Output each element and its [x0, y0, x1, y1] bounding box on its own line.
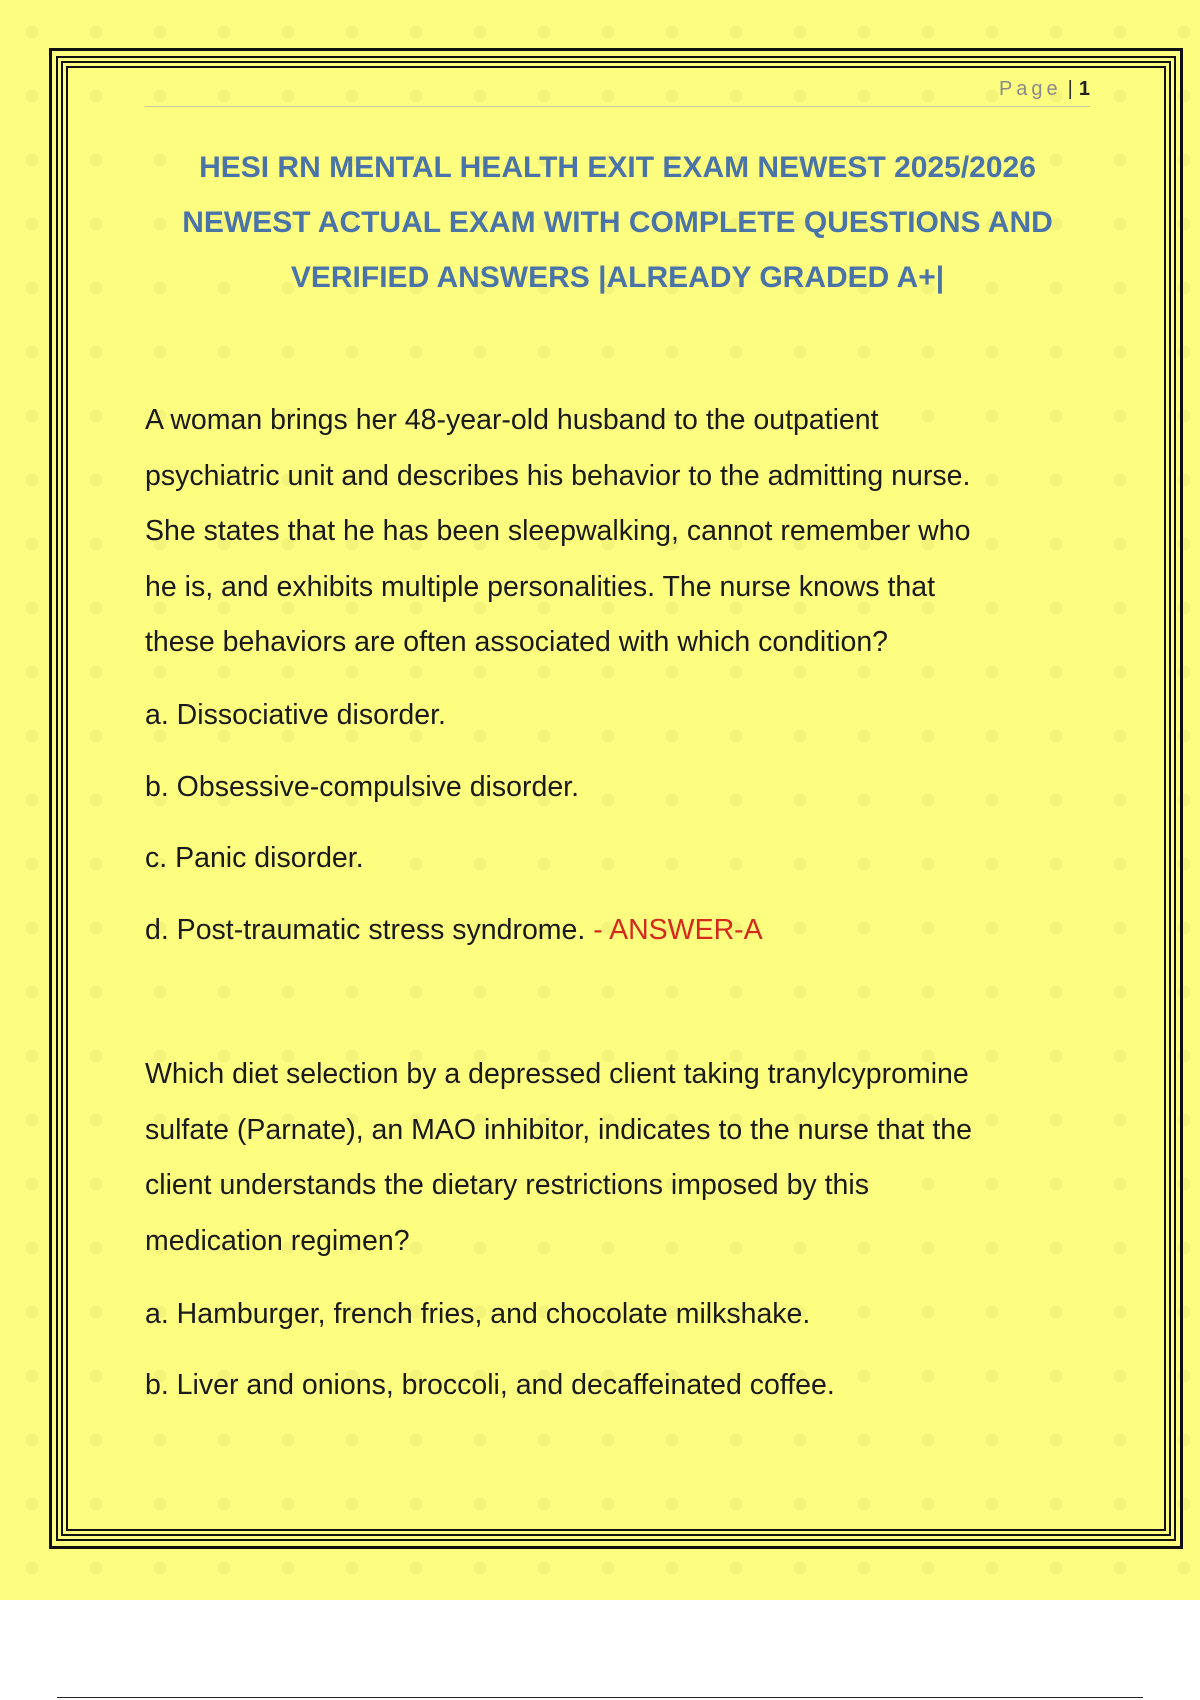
question-1-option-d-wrap	[145, 912, 1100, 948]
option-d-text: d. Post-traumatic stress syndrome.	[145, 914, 586, 946]
question-line: client understands the dietary restrictions imposed by this	[145, 1169, 869, 1201]
question-1-option-c-wrap	[145, 840, 1100, 876]
question-line: these behaviors are often associated with which condition?	[145, 626, 889, 658]
page-separator: |	[1067, 78, 1073, 100]
question-line: She states that he has been sleepwalking, cannot remember who	[145, 515, 971, 547]
question-1-option-b-wrap	[145, 769, 1100, 805]
document-title	[130, 140, 1105, 305]
option-a: a. Hamburger, french fries, and chocolate milkshake.	[145, 1298, 811, 1330]
option-b: b. Obsessive-compulsive disorder.	[145, 771, 580, 803]
page-header	[145, 72, 1090, 107]
question-line: medication regimen?	[145, 1224, 410, 1257]
answer-label: - ANSWER-A	[593, 914, 763, 946]
question-1-options	[145, 697, 1100, 733]
title-line: NEWEST ACTUAL EXAM WITH COMPLETE QUESTIONS AND	[182, 206, 1053, 239]
page-label: Page	[998, 78, 1062, 100]
question-2-option-b-wrap	[145, 1367, 1100, 1403]
option-c: c. Panic disorder.	[145, 842, 364, 874]
question-line: psychiatric unit and describes his behavior to the admitting nurse.	[145, 459, 971, 492]
question-2	[145, 1047, 1100, 1269]
question-line: Which diet selection by a depressed client taking tranylcypromine	[145, 1058, 969, 1090]
page-number: 1	[1078, 78, 1090, 100]
option-a: a. Dissociative disorder.	[145, 699, 446, 731]
footer-rule	[57, 1697, 1143, 1698]
question-2-stem	[145, 1047, 1100, 1269]
option-d	[145, 912, 1100, 948]
question-1-stem	[145, 393, 1100, 671]
option-b: b. Liver and onions, broccoli, and decaffeinated coffee.	[145, 1369, 835, 1401]
question-line: A woman brings her 48-year-old husband to the outpatient	[145, 404, 879, 436]
question-2-option-a-wrap	[145, 1296, 1100, 1332]
title-line: VERIFIED ANSWERS |ALREADY GRADED A+|	[290, 261, 945, 294]
question-line: sulfate (Parnate), an MAO inhibitor, indicates to the nurse that the	[145, 1113, 972, 1146]
question-1	[145, 393, 1100, 671]
title-line: HESI RN MENTAL HEALTH EXIT EXAM NEWEST 2025/2026	[199, 151, 1036, 184]
question-line: he is, and exhibits multiple personalities. The nurse knows that	[145, 570, 935, 603]
